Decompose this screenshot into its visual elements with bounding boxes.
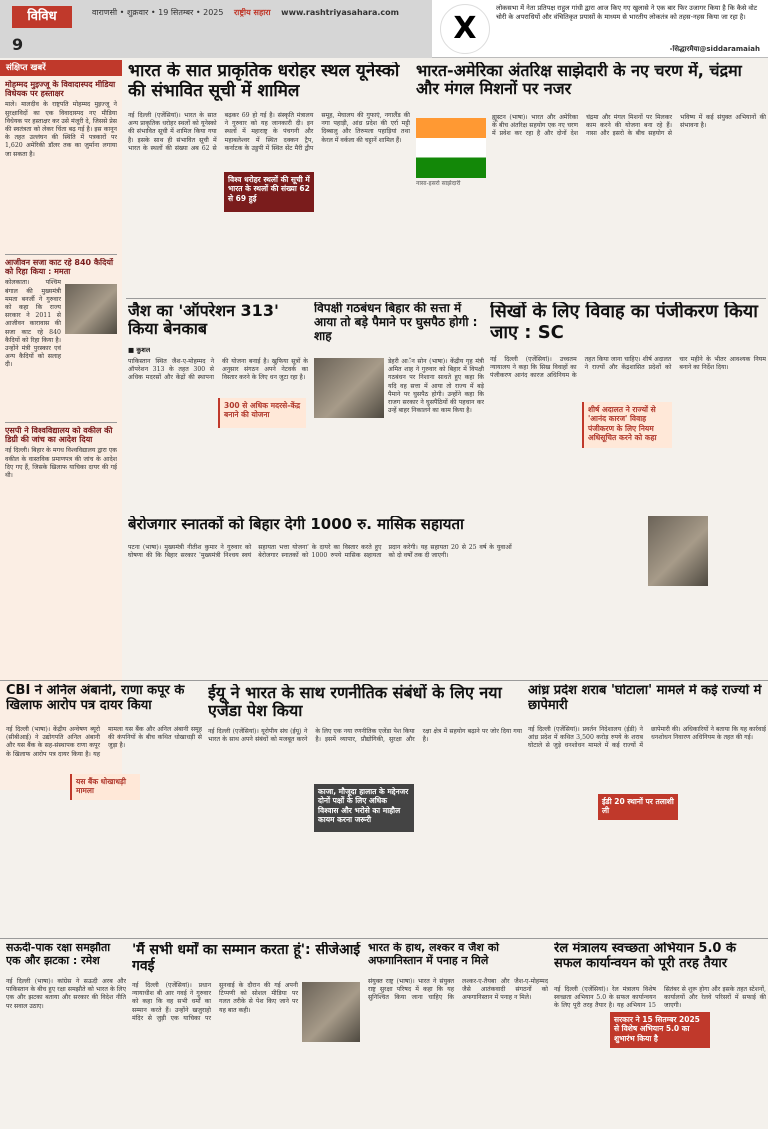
headline: आंध्र प्रदेश शराब 'घोटाला' मामले में कई राज्यों में छापेमारी [528,684,762,713]
headline: CBI ने अनिल अंबानी, राणा कपूर के खिलाफ आरोप पत्र दायर किया [6,684,185,713]
masthead [92,8,422,32]
pull-quote: काजा, मौजूदा हालात के मद्देनजर दोनों पक्षों के लिए अधिक विश्वास और भरोसे का माहौल कायम करना जरूरी [314,784,414,832]
article-amit-shah [314,302,484,512]
brief-item [5,258,117,418]
pull-quote: सरकार ने 15 सितम्बर 2025 से विशेष अभियान 5.0 का शुभारंभ किया है [610,1012,710,1048]
article-body: नई दिल्ली (एजेंसियां)। प्रवर्तन निदेशालय (ईडी) ने आंध्र प्रदेश में कथित 3,500 करोड़ रुपये के शराब घोटाले से जुड़े धनशोधन मामले में कई राज्यों में छापेमारी की। अधिकारियों ने बताया कि यह कार्रवाई धनशोधन निवारण अधिनियम के तहत की गई। [528,726,766,750]
amit-shah-photo [314,358,384,418]
pull-quote: 300 से अधिक मदरसे-केंद्र बनाने की योजना [218,398,306,428]
masthead-date: वाराणसी • शुक्रवार • 19 सितम्बर • 2025 [92,8,224,17]
article-isro [416,62,768,294]
tweet-text: लोकसभा में नेता प्रतिपक्ष राहुल गांधी द्वारा आज किए गए खुलासे ने एक बार फिर उजागर किया है कि कैसे वोट चोरी के अपराधियों और वंचितिकृत प्रयासों के माध्यम से भारतीय लोकतंत्र को तहस-नहस किया जा रहा है। [496,4,758,21]
brief-body: नई दिल्ली। बिहार के मगध विश्वविद्यालय द्वारा एक वकील के वास्तविक प्रमाणपत्र की जांच के आदेश दिए गए हैं, जिसके खिलाफ याचिका दायर की गई थी। [5,447,117,479]
headline: 'मैं सभी धर्मों का सम्मान करता हूं': सीजेआई गवई [132,942,361,975]
article-body: नई दिल्ली (एजेंसियां)। भारत के सात अन्य प्राकृतिक धरोहर स्थलों को यूनेस्को की संभावित सूची में शामिल किया गया है। इसके साथ ही संभावित सूची में भारत के स्थलों की संख्या अब 62 से बढ़कर 69 हो गई है। संस्कृति मंत्रालय ने गुरुवार को यह जानकारी दी। इन स्थलों में महाराष्ट्र के पंचगनी और महाबलेश्वर में स्थित दक्कन ट्रैप, कर्नाटक के उडुपी में स्थित सेंट मैरी द्वीप समूह, मेघालय की गुफाएं, नगालैंड की नगा पहाड़ी, आंध्र प्रदेश की एर्रा मट्टी दिब्बालु और तिरुमला पहाड़ियां तथा केरल में वर्कला की चट्टानें शामिल हैं। [128,112,410,152]
mamata-photo [65,284,117,334]
gavai-photo [302,982,360,1042]
article-body: पटना (भाषा)। मुख्यमंत्री नीतीश कुमार ने गुरुवार को घोषणा की कि बिहार सरकार 'मुख्यमंत्री निश्चय स्वयं सहायता भत्ता योजना' के दायरे का विस्तार करते हुए बेरोजगार स्नातकों को 1000 रुपये मासिक सहायता प्रदान करेगी। यह सहायता 20 से 25 वर्ष के युवाओं को दो वर्षों तक दी जाएगी। [128,544,512,560]
article-cbi [6,684,202,934]
pull-quote: यस बैंक धोखाधड़ी मामला [70,774,140,800]
tweet-box [432,0,768,58]
article-gavai [132,942,362,1126]
headline: भारत के हाथ, लश्कर व जैश को अफगानिस्तान में पनाह न मिले [368,942,499,967]
headline: रेल मंत्रालय स्वच्छता अभियान 5.0 के सफल कार्यान्वयन को पूरी तरह तैयार [554,942,736,971]
article-railway [554,942,766,1126]
brief-body: कोलकाता। पश्चिम बंगाल की मुख्यमंत्री ममता बनर्जी ने गुरुवार को कहा कि राज्य सरकार ने 2011 से आजीवन कारावास की सजा काट रहे 840 कैदियों को रिहा किया है। उन्होंने मंत्री पुरस्कार एवं अन्य कैदियों को सलाह दी। [5,279,61,369]
photo-caption: नासा-इसरो साझेदारी [416,180,461,187]
article-body: नई दिल्ली (एजेंसियां)। यूरोपीय संघ (ईयू) ने भारत के साथ अपने संबंधों को मजबूत करने के लिए एक नया रणनीतिक एजेंडा पेश किया है। इसमें व्यापार, प्रौद्योगिकी, सुरक्षा और रक्षा क्षेत्र में सहयोग बढ़ाने पर जोर दिया गया है। [208,728,522,744]
brief-title: मोहम्मद मुइज्जू के विवादास्पद मीडिया विधेयक पर हस्ताक्षर [5,80,116,99]
article-eu [208,684,522,934]
article-body: नई दिल्ली (भाषा)। कांग्रेस ने सऊदी अरब और पाकिस्तान के बीच हुए रक्षा समझौते को भारत के लिए एक और झटका बताया और सरकार की विदेश नीति पर सवाल उठाए। [6,978,126,1010]
article-lashkar [368,942,548,1126]
headline: ईयू ने भारत के साथ रणनीतिक संबंधों के लिए नया एजेंडा पेश किया [208,684,502,721]
headline: सिखों के लिए विवाह का पंजीकरण किया जाए : SC [490,302,758,343]
article-body: नई दिल्ली (एजेंसियां)। उच्चतम न्यायालय ने कहा कि सिख विवाहों का पंजीकरण आनंद कारज अधिनियम के तहत किया जाना चाहिए। शीर्ष अदालत ने राज्यों और केंद्रशासित प्रदेशों को चार महीने के भीतर आवश्यक नियम बनाने का निर्देश दिया। [490,356,766,380]
brief-item [5,80,117,250]
headline: विपक्षी गठबंधन बिहार की सत्ता में आया तो बड़े पैमाने पर घुसपैठ होगी : शाह [314,302,478,343]
article-body: नई दिल्ली (एजेंसियां)। रेल मंत्रालय विशेष स्वच्छता अभियान 5.0 के सफल कार्यान्वयन के लिए पूरी तरह तैयार है। यह अभियान 15 सितंबर से शुरू होगा और इसके तहत स्टेशनों, कार्यालयों और रेलवे परिसरों में सफाई की जाएगी। [554,986,766,1010]
brief-title: आजीवन सजा काट रहे 840 कैदियों को रिहा किया : ममता [5,258,114,277]
article-body: ह्यूस्टन (भाषा)। भारत और अमेरिका के बीच अंतरिक्ष सहयोग एक नए चरण में प्रवेश कर रहा है और दोनों देश चंद्रमा और मंगल मिशनों पर मिलकर काम करने की योजना बना रहे हैं। नासा और इसरो के बीच सहयोग से भविष्य में कई संयुक्त अभियानों की संभावना है। [492,114,766,138]
brief-title: एसपी ने विश्वविद्यालय को वकील की डिग्री की जांच का आदेश दिया [5,426,113,445]
article-bihar [128,516,766,676]
headline: बेरोजगार स्नातकों को बिहार देगी 1000 रु. मासिक सहायता [128,516,464,533]
article-sikh-marriage [490,302,766,512]
brief-news-header: संक्षिप्त खबरें [0,60,122,76]
headline: सऊदी-पाक रक्षा समझौता एक और झटका : रमेश [6,942,111,967]
headline: भारत के सात प्राकृतिक धरोहर स्थल यूनेस्को की संभावित सूची में शामिल [128,62,400,101]
nitish-photo [648,516,708,586]
page-number: 9 [12,35,24,54]
article-unesco [128,62,410,298]
headline: जैश का 'ऑपरेशन 313' किया बेनकाब [128,302,279,339]
tweet-handle: -सिद्धारमैया@siddaramaiah [669,45,760,53]
article-body: डेहरी आॅन सोन (भाषा)। केंद्रीय गृह मंत्री अमित शाह ने गुरुवार को बिहार में विपक्षी गठबंधन पर निशाना साधते हुए कहा कि यदि वह सत्ता में आया तो राज्य में बड़े पैमाने पर घुसपैठ होगी। उन्होंने कहा कि राजग सरकार ने घुसपैठियों की पहचान कर उन्हें बाहर निकालने का काम किया है। [388,358,484,415]
byline: ■ कुशल [128,346,151,354]
pull-quote: विश्व धरोहर स्थलों की सूची में भारत के स्थलों की संख्या 62 से 69 हुई [224,172,314,212]
x-logo-icon: X [440,4,490,54]
pull-quote: ईडी 20 स्थानों पर तलाशी ली [598,794,678,820]
article-body: संयुक्त राष्ट्र (भाषा)। भारत ने संयुक्त राष्ट्र सुरक्षा परिषद में कहा कि यह सुनिश्चित किया जाना चाहिए कि लश्कर-ए-तैयबा और जैश-ए-मोहम्मद जैसे आतंकवादी संगठनों को अफगानिस्तान में पनाह न मिले। [368,978,548,1002]
article-jaish [128,302,308,512]
headline: भारत-अमेरिका अंतरिक्ष साझेदारी के नए चरण में, चंद्रमा और मंगल मिशनों पर नजर [416,62,742,99]
article-andhra [528,684,766,934]
article-body: नई दिल्ली (एजेंसियां)। प्रधान न्यायाधीश बी आर गवई ने गुरुवार को कहा कि वह सभी धर्मों का सम्मान करते हैं। उन्होंने खजुराहो मंदिर से जुड़ी एक याचिका पर सुनवाई के दौरान की गई अपनी टिप्पणी को सोशल मीडिया पर गलत तरीके से पेश किए जाने पर यह बात कही। [132,982,298,1022]
brief-body: माले। मालदीव के राष्ट्रपति मोहम्मद मुइज्जू ने सुरक्षाविदों का एक विवादास्पद नए मीडिया विधेयक पर हस्ताक्षर कर उसे मंजूरी दे, जिससे प्रेस की स्वतंत्रता को लेकर चिंता बढ़ गई है। इस कानून के तहत उल्लंघन की स्थिति में पत्रकारों पर 1,620 अमेरिकी डॉलर तक का जुर्माना लगाया जा सकता है। [5,101,117,158]
pull-quote: शीर्ष अदालत ने राज्यों से 'आनंद कारज' विवाह पंजीकरण के लिए नियम अधिसूचित करने को कहा [582,402,672,448]
masthead-brand: राष्ट्रीय सहारा [234,8,271,17]
isro-flag-photo [416,118,486,178]
article-saudi-pak [6,942,126,1126]
article-body: नई दिल्ली (भाषा)। केंद्रीय अन्वेषण ब्यूरो (सीबीआई) ने उद्योगपति अनिल अंबानी और यस बैंक के सह-संस्थापक राणा कपूर के खिलाफ आरोप पत्र दायर किया है। यह मामला यस बैंक और अनिल अंबानी समूह की कंपनियों के बीच कथित धोखाधड़ी से जुड़ा है। [6,726,202,758]
website-link[interactable]: www.rashtriyasahara.com [281,8,400,17]
section-tag: विविध [12,6,72,28]
article-body: पाकिस्तान स्थित जैश-ए-मोहम्मद ने ऑपरेशन 313 के तहत 300 से अधिक मदरसों और केंद्रों की स्थापना की योजना बनाई है। खुफिया सूत्रों के अनुसार संगठन अपने नेटवर्क का विस्तार करने के लिए धन जुटा रहा है। [128,358,308,382]
